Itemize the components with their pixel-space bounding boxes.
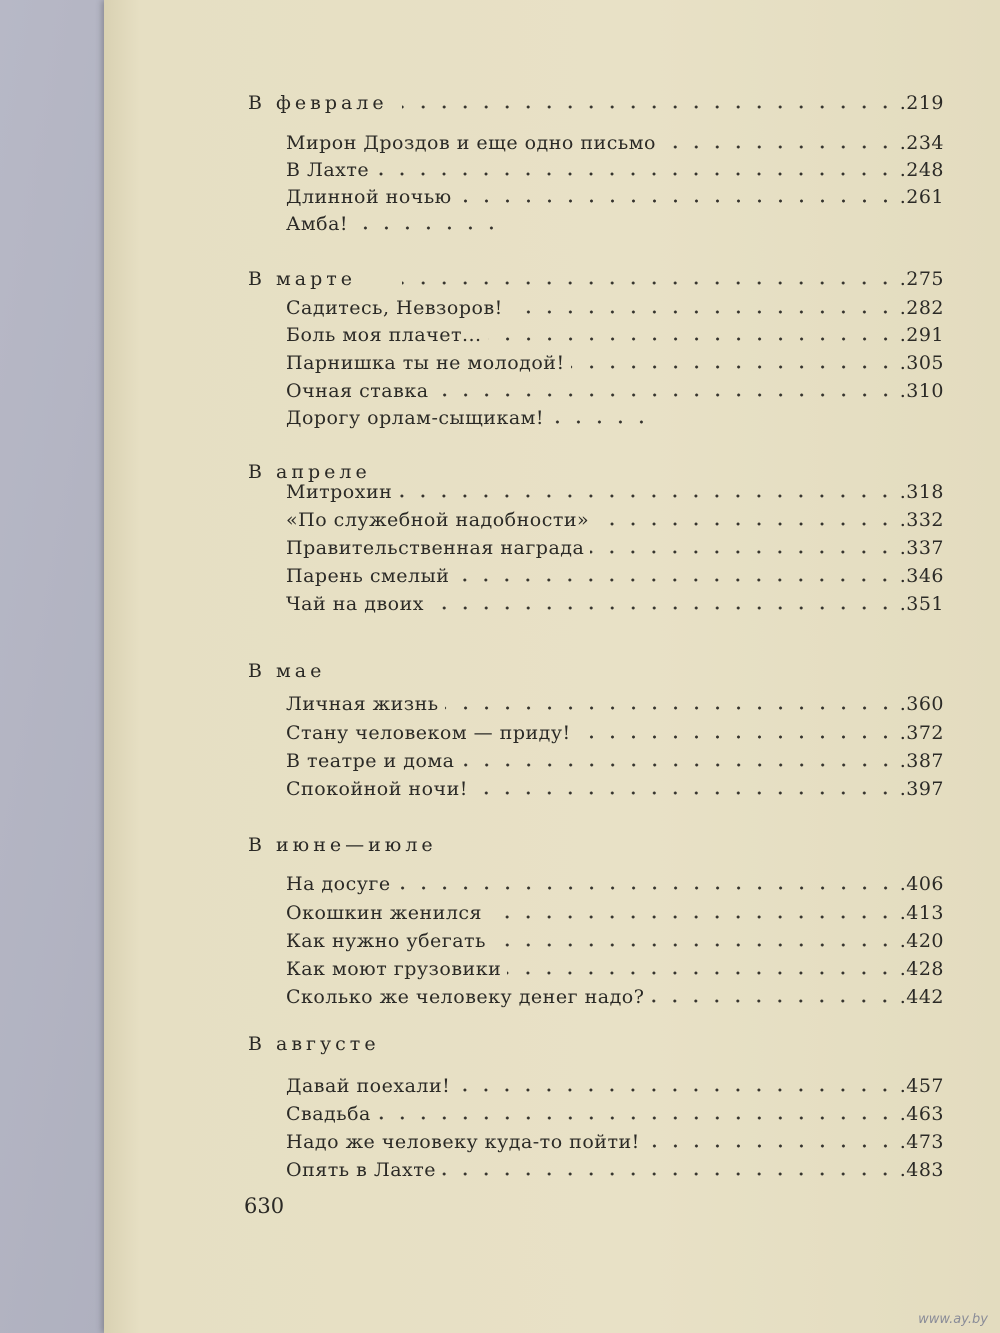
toc-entry [286, 1103, 944, 1129]
leader-dots [435, 393, 896, 397]
entry-page: .483 [899, 1159, 944, 1181]
entry-page: .282 [899, 297, 944, 319]
leader-dots [458, 199, 896, 203]
toc-entry [286, 509, 944, 535]
leader-dots [571, 365, 896, 369]
leader-dots [354, 226, 502, 230]
toc-entry [286, 380, 944, 406]
toc-entry [286, 324, 944, 350]
toc-entry [286, 722, 944, 748]
leader-dots [397, 886, 896, 890]
section-heading: В феврале [248, 92, 388, 114]
entry-title: В театре и дома [286, 750, 455, 772]
entry-page: .372 [899, 722, 944, 744]
entry-page: .406 [899, 873, 944, 895]
leader-dots [509, 310, 896, 314]
entry-page: .442 [899, 986, 944, 1008]
toc-entry [286, 92, 944, 118]
leader-dots [577, 735, 896, 739]
entry-title: Свадьба [286, 1103, 371, 1125]
leader-dots [461, 763, 896, 767]
toc-entry [286, 186, 944, 212]
toc-entry [286, 986, 944, 1012]
entry-title: Чай на двоих [286, 593, 424, 615]
entry-page: .275 [899, 268, 944, 290]
entry-title: Опять в Лахте [286, 1159, 437, 1181]
entry-title: Боль моя плачет... [286, 324, 482, 346]
section-heading: В марте [248, 268, 357, 290]
entry-page: .397 [899, 778, 944, 800]
entry-title: Как моют грузовики [286, 958, 502, 980]
entry-title: Спокойной ночи! [286, 778, 468, 800]
entry-page: .428 [899, 958, 944, 980]
entry-page: .360 [899, 693, 944, 715]
entry-page: .351 [899, 593, 944, 615]
toc-entry [286, 268, 944, 294]
entry-title: Садитесь, Невзоров! [286, 297, 503, 319]
entry-title: В Лахте [286, 159, 370, 181]
watermark-text: www.ay.by [918, 1312, 988, 1327]
toc-entry [286, 352, 944, 378]
leader-dots [445, 706, 896, 710]
entry-title: Давай поехали! [286, 1075, 451, 1097]
toc-entry [286, 481, 944, 507]
entry-page: .318 [899, 481, 944, 503]
entry-title: Мирон Дроздов и еще одно письмо [286, 132, 656, 154]
leader-dots [595, 522, 896, 526]
toc-entry [286, 750, 944, 776]
leader-dots [455, 578, 895, 582]
page-number: 630 [244, 1194, 285, 1218]
entry-title: Стану человеком — приду! [286, 722, 571, 744]
leader-dots [662, 145, 896, 149]
leader-dots [398, 494, 895, 498]
leader-dots [488, 915, 896, 919]
entry-title: Парень смелый [286, 565, 450, 587]
entry-page: .261 [899, 186, 944, 208]
leader-dots [507, 971, 895, 975]
section-heading: В августе [248, 1033, 380, 1055]
entry-title: Дорогу орлам-сыщикам! [286, 407, 545, 429]
toc-entry [286, 1075, 944, 1101]
toc-entry [286, 693, 944, 719]
entry-page: .463 [899, 1103, 944, 1125]
entry-title: На досуге [286, 873, 391, 895]
entry-page: .248 [899, 159, 944, 181]
entry-page: .332 [899, 509, 944, 531]
toc-entry [286, 958, 944, 984]
leader-dots [375, 172, 896, 176]
toc-entry [286, 132, 944, 158]
leader-dots [456, 1088, 895, 1092]
entry-title: Надо же человеку куда-то пойти! [286, 1131, 640, 1153]
entry-title: Длинной ночью [286, 186, 452, 208]
leader-dots [402, 105, 896, 109]
toc-entry [286, 565, 944, 591]
entry-page: .346 [899, 565, 944, 587]
book-page [104, 0, 1000, 1333]
entry-page: .219 [899, 92, 944, 114]
section-heading: В июне—июле [248, 834, 437, 856]
toc-entry [286, 537, 944, 563]
leader-dots [377, 1116, 896, 1120]
entry-title: Митрохин [286, 481, 393, 503]
toc-entry [286, 930, 944, 956]
entry-page: .413 [899, 902, 944, 924]
entry-page: .457 [899, 1075, 944, 1097]
leader-dots [474, 791, 896, 795]
leader-dots [646, 1144, 896, 1148]
toc-entry [286, 902, 944, 928]
entry-title: Амба! [286, 213, 349, 235]
leader-dots [650, 999, 895, 1003]
leader-dots [590, 550, 895, 554]
leader-dots [442, 1172, 896, 1176]
leader-dots [430, 606, 896, 610]
entry-page: .473 [899, 1131, 944, 1153]
toc-entry [286, 873, 944, 899]
leader-dots [550, 420, 652, 424]
entry-title: «По служебной надобности» [286, 509, 590, 531]
entry-title: Как нужно убегать [286, 930, 486, 952]
section-heading: В апреле [248, 461, 371, 483]
entry-page: .420 [899, 930, 944, 952]
entry-page: .234 [899, 132, 944, 154]
entry-title: Очная ставка [286, 380, 429, 402]
leader-dots [402, 281, 896, 285]
toc-entry [286, 1131, 944, 1157]
toc-entry [286, 297, 944, 323]
leader-dots [488, 337, 896, 341]
entry-page: .337 [899, 537, 944, 559]
entry-page: .291 [899, 324, 944, 346]
entry-title: Окошкин женился [286, 902, 483, 924]
entry-title: Сколько же человеку денег надо? [286, 986, 645, 1008]
section-heading: В мае [248, 660, 326, 682]
toc-entry [286, 407, 656, 433]
toc-entry [286, 159, 944, 185]
entry-title: Личная жизнь [286, 693, 439, 715]
entry-title: Правительственная награда [286, 537, 585, 559]
toc-entry [286, 778, 944, 804]
entry-title: Парнишка ты не молодой! [286, 352, 565, 374]
entry-page: .305 [899, 352, 944, 374]
entry-page: .387 [899, 750, 944, 772]
entry-page: .310 [899, 380, 944, 402]
toc-entry [286, 593, 944, 619]
leader-dots [492, 943, 896, 947]
toc-entry [286, 213, 506, 239]
toc-entry [286, 1159, 944, 1185]
